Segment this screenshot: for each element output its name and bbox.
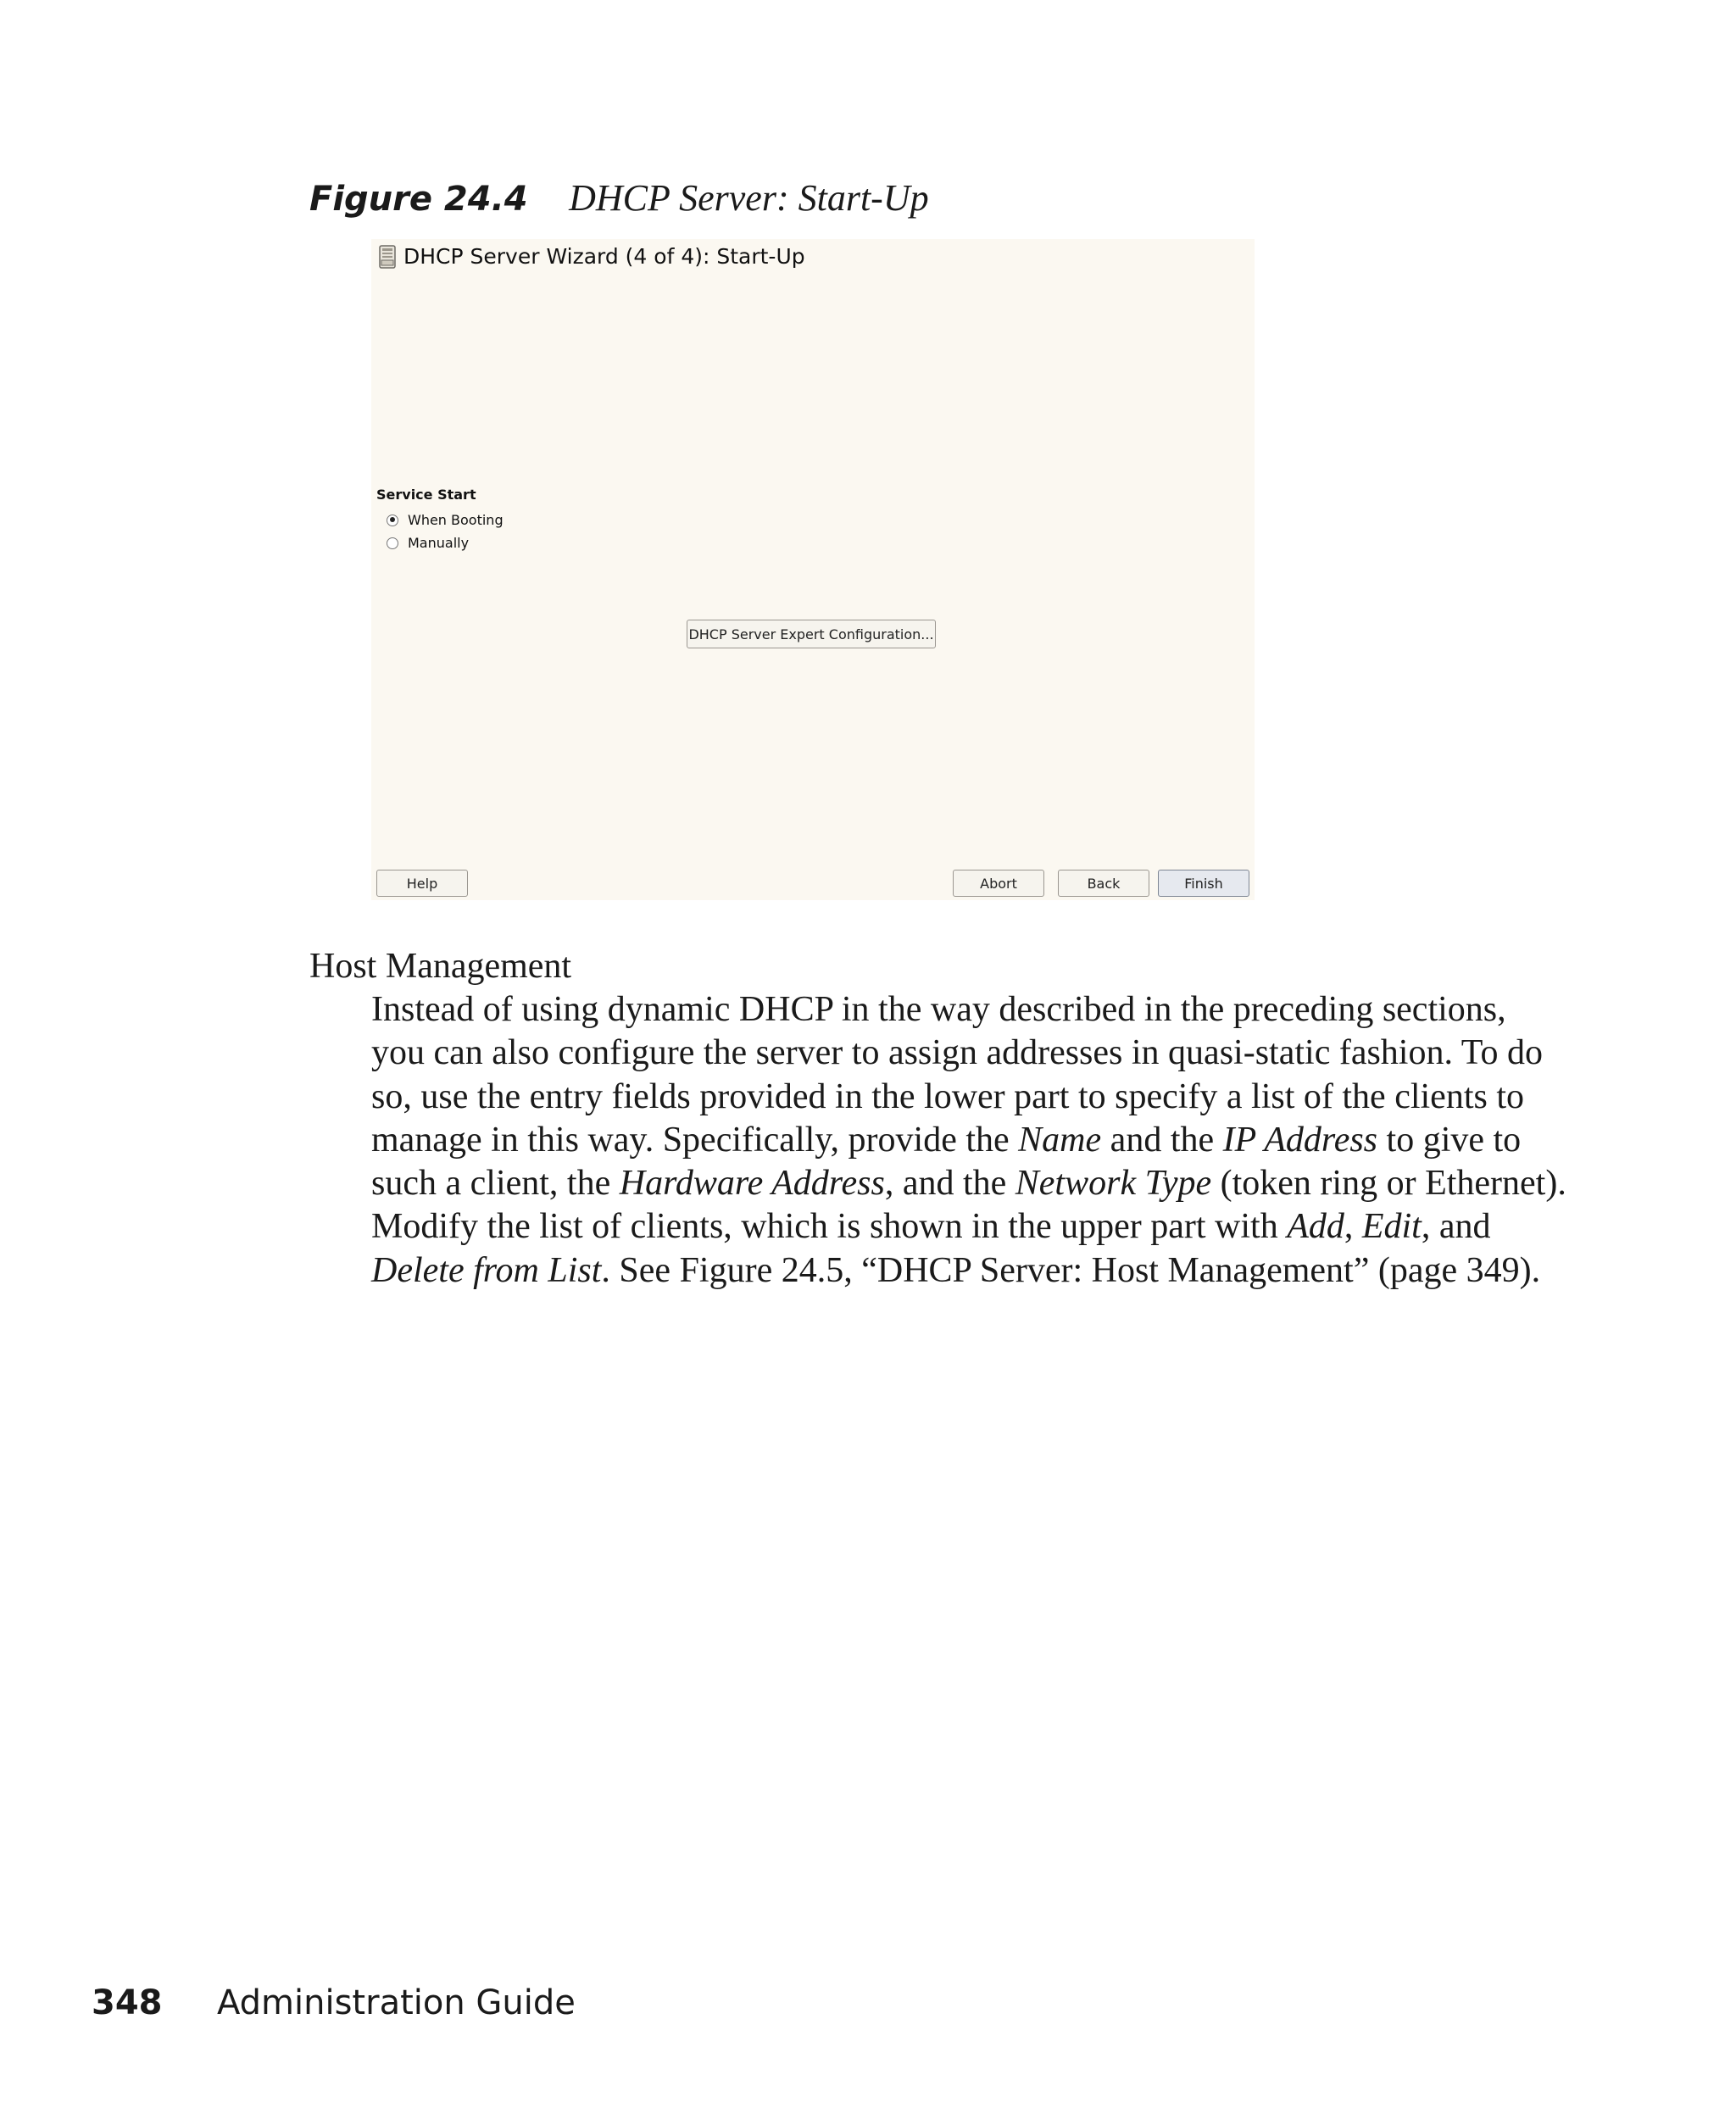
abort-button[interactable]: Abort — [953, 870, 1044, 897]
paragraph-text: , and the — [884, 1164, 1015, 1204]
figure-caption — [309, 176, 929, 220]
paragraph-text: Modify the list of clients, which is shown in the upper part with — [371, 1207, 1288, 1247]
paragraph-text: , — [1344, 1207, 1362, 1247]
expert-configuration-button[interactable]: DHCP Server Expert Configuration... — [687, 620, 936, 648]
emphasized-term: Network Type — [1015, 1164, 1212, 1204]
radio-when-booting[interactable] — [387, 512, 504, 528]
paragraph-line — [371, 1162, 1575, 1205]
radio-label-when-booting: When Booting — [408, 512, 504, 528]
emphasized-term: Edit — [1361, 1207, 1422, 1247]
paragraph-line — [371, 1249, 1575, 1293]
paragraph-line: Instead of using dynamic DHCP in the way described in the preceding sections, — [371, 990, 1506, 1029]
figure-label: Figure 24.4 — [309, 180, 528, 219]
window-title-bar — [378, 244, 805, 269]
emphasized-term: Name — [1018, 1120, 1102, 1160]
emphasized-term: IP Address — [1222, 1120, 1378, 1160]
paragraph-line — [371, 1119, 1575, 1162]
radio-unchecked-icon[interactable] — [387, 537, 398, 549]
paragraph-line — [371, 1205, 1575, 1249]
emphasized-term: Hardware Address — [619, 1164, 885, 1204]
window-title: DHCP Server Wizard (4 of 4): Start-Up — [403, 244, 805, 269]
paragraph-text: and the — [1101, 1120, 1223, 1160]
help-button[interactable]: Help — [376, 870, 468, 897]
paragraph-text: (token ring or Ethernet). — [1211, 1164, 1566, 1204]
paragraph-text: to give to — [1377, 1120, 1522, 1160]
book-title: Administration Guide — [217, 1983, 576, 2022]
finish-button[interactable]: Finish — [1158, 870, 1249, 897]
radio-label-manually: Manually — [408, 535, 470, 551]
paragraph-text: . See Figure 24.5, “DHCP Server: Host Management” (page 349). — [601, 1250, 1541, 1290]
back-button[interactable]: Back — [1058, 870, 1149, 897]
dhcp-wizard-window — [371, 239, 1255, 900]
emphasized-term: Add — [1287, 1207, 1344, 1247]
paragraph-text: , and — [1421, 1207, 1491, 1247]
section-paragraph — [371, 988, 1575, 1293]
section-term: Host Management — [309, 947, 572, 986]
paragraph-line: you can also configure the server to assign addresses in quasi-static fashion. To do — [371, 1033, 1543, 1073]
radio-checked-icon[interactable] — [387, 514, 398, 526]
paragraph-text: such a client, the — [371, 1164, 620, 1204]
emphasized-term: Delete from List — [371, 1250, 602, 1290]
radio-manually[interactable] — [387, 535, 469, 551]
dhcp-wizard-icon — [378, 245, 397, 269]
page-number: 348 — [92, 1983, 163, 2022]
figure-title: DHCP Server: Start-Up — [569, 177, 929, 219]
paragraph-line: so, use the entry fields provided in the lower part to specify a list of the clients to — [371, 1076, 1524, 1116]
page-footer — [92, 1983, 576, 2022]
service-start-label: Service Start — [376, 487, 476, 503]
paragraph-text: manage in this way. Specifically, provide the — [371, 1120, 1019, 1160]
